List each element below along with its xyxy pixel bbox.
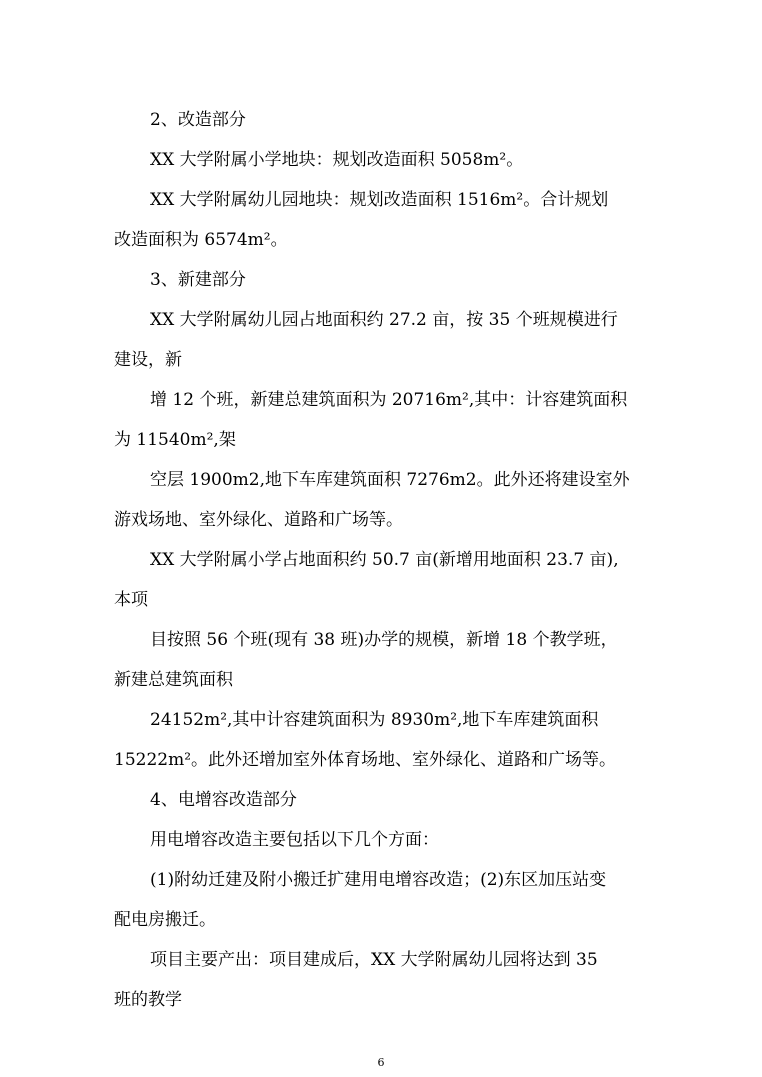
text-line: 增 12 个班，新建总建筑面积为 20716m²,其中：计容建筑面积 [150, 390, 628, 410]
text-line: XX 大学附属幼儿园地块：规划改造面积 1516m²。合计规划 [150, 190, 609, 210]
text-line: 15222m²。此外还增加室外体育场地、室外绿化、道路和广场等。 [114, 750, 617, 770]
text-line: 项目主要产出：项目建成后，XX 大学附属幼儿园将达到 35 [150, 950, 598, 970]
text-line: 班的教学 [114, 990, 182, 1010]
page-number: 6 [377, 1056, 385, 1069]
section-heading-new-construction: 3、新建部分 [150, 270, 246, 290]
text-line: XX 大学附属小学占地面积约 50.7 亩(新增用地面积 23.7 亩), [150, 550, 619, 570]
section-heading-power-upgrade: 4、电增容改造部分 [150, 790, 297, 810]
text-line: 空层 1900m2,地下车库建筑面积 7276m2。此外还将建设室外 [150, 470, 630, 490]
text-line: 24152m²,其中计容建筑面积为 8930m²,地下车库建筑面积 [150, 710, 599, 730]
text-line: 用电增容改造主要包括以下几个方面： [150, 830, 439, 850]
text-line: 本项 [114, 590, 148, 610]
text-line: 新建总建筑面积 [114, 670, 233, 690]
text-line: 游戏场地、室外绿化、道路和广场等。 [114, 510, 403, 530]
text-line: 建设，新 [114, 350, 182, 370]
text-line: 为 11540m²,架 [114, 430, 236, 450]
text-line: XX 大学附属小学地块：规划改造面积 5058m²。 [150, 150, 524, 170]
text-line: (1)附幼迁建及附小搬迁扩建用电增容改造；(2)东区加压站变 [150, 870, 607, 890]
text-line: XX 大学附属幼儿园占地面积约 27.2 亩，按 35 个班规模进行 [150, 310, 618, 330]
text-line: 改造面积为 6574m²。 [114, 230, 288, 250]
section-heading-renovation: 2、改造部分 [150, 110, 246, 130]
text-line: 目按照 56 个班(现有 38 班)办学的规模，新增 18 个教学班， [150, 630, 618, 650]
text-line: 配电房搬迁。 [114, 910, 216, 930]
document-body [114, 100, 644, 1020]
